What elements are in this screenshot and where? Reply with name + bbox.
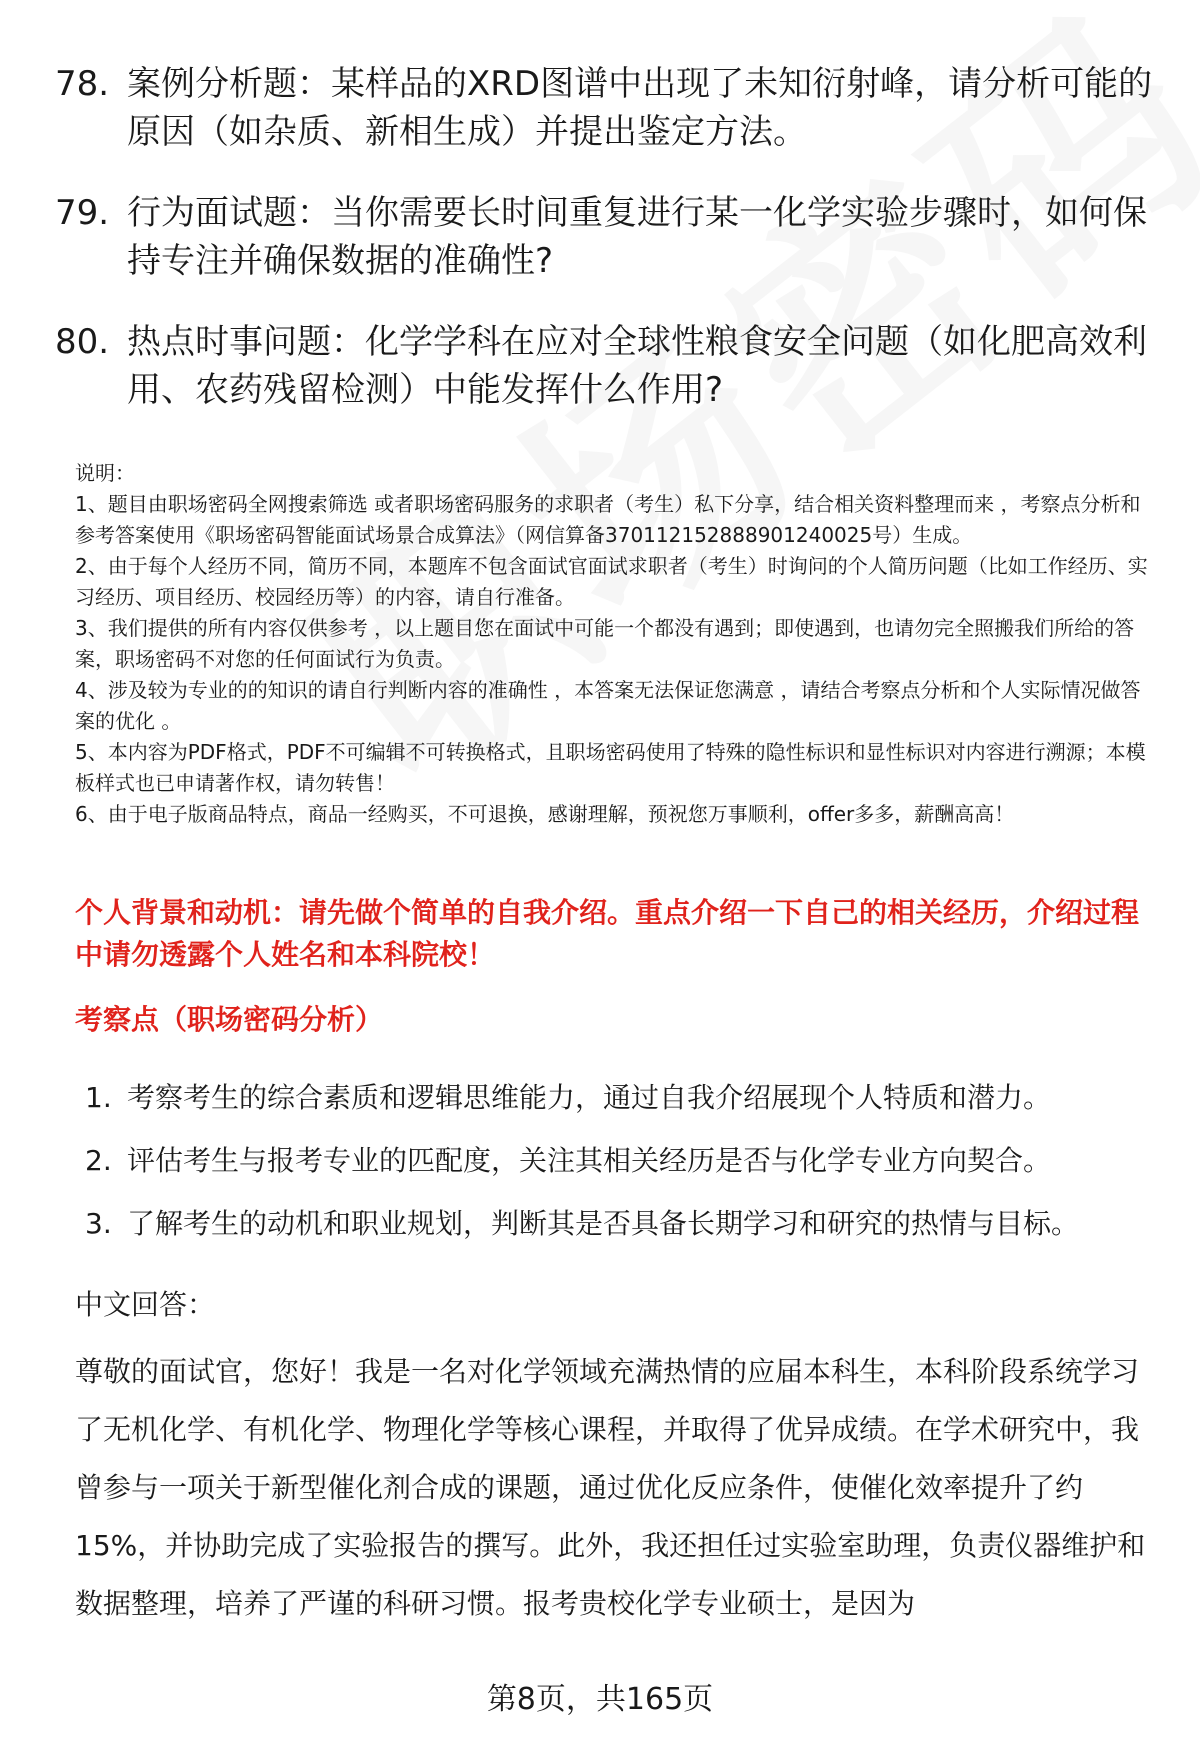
point-text: 了解考生的动机和职业规划，判断其是否具备长期学习和研究的热情与目标。: [127, 1207, 1080, 1240]
note-item: 5、本内容为PDF格式，PDF不可编辑不可转换格式，且职场密码使用了特殊的隐性标识和显性标识对内容进行溯源；本模板样式也已申请著作权，请勿转售！: [75, 740, 1146, 795]
notes-title: 说明：: [75, 461, 135, 485]
note-item: 4、涉及较为专业的的知识的请自行判断内容的准确性 ，本答案无法保证您满意 ，请结合考察点分析和个人实际情况做答案的优化 。: [75, 678, 1141, 733]
point-item: [85, 1204, 1165, 1244]
question-number: 78.: [55, 64, 110, 104]
question-number: 80.: [55, 322, 110, 362]
point-text: 评估考生与报考专业的匹配度，关注其相关经历是否与化学专业方向契合。: [127, 1144, 1052, 1177]
page-number: 第8页，共165页: [486, 1682, 714, 1717]
question-text: 热点时事问题：化学学科在应对全球性粮食安全问题（如化肥高效利用、农药残留检测）中能发挥什么作用?: [127, 322, 1147, 410]
point-text: 考察考生的综合素质和逻辑思维能力，通过自我介绍展现个人特质和潜力。: [127, 1081, 1052, 1114]
points-list: [85, 1078, 1165, 1267]
question-number: 79.: [55, 193, 110, 233]
point-item: [85, 1078, 1165, 1118]
question-item: [55, 189, 1155, 285]
notes-section: [75, 458, 1160, 830]
question-text: 行为面试题：当你需要长时间重复进行某一化学实验步骤时，如何保持专注并确保数据的准确性?: [127, 193, 1147, 281]
point-number: 3.: [85, 1207, 112, 1240]
note-item: 2、由于每个人经历不同，简历不同，本题库不包含面试官面试求职者（考生）时询问的个人简历问题（比如工作经历、实习经历、项目经历、校园经历等）的内容，请自行准备。: [75, 554, 1148, 609]
point-number: 1.: [85, 1081, 112, 1114]
question-heading: 个人背景和动机：请先做个简单的自我介绍。重点介绍一下自己的相关经历，介绍过程中请勿透露个人姓名和本科院校！: [75, 896, 1140, 971]
note-item: 1、题目由职场密码全网搜索筛选 或者职场密码服务的求职者（考生）私下分享，结合相关资料整理而来 ，考察点分析和参考答案使用《职场密码智能面试场景合成算法》（网信算备370112152888901240025号）生成。: [75, 492, 1141, 547]
point-number: 2.: [85, 1144, 112, 1177]
answer-label: 中文回答：: [75, 1288, 216, 1321]
note-item: 6、由于电子版商品特点，商品一经购买，不可退换，感谢理解，预祝您万事顺利，offer多多，薪酬高高！: [75, 802, 1015, 826]
point-item: [85, 1141, 1165, 1181]
question-item: [55, 318, 1155, 414]
question-item: [55, 60, 1155, 156]
points-title: 考察点（职场密码分析）: [75, 1003, 384, 1036]
note-item: 3、我们提供的所有内容仅供参考 ，以上题目您在面试中可能一个都没有遇到；即使遇到，也请勿完全照搬我们所给的答案，职场密码不对您的任何面试行为负责。: [75, 616, 1135, 671]
answer-text: 尊敬的面试官，您好！我是一名对化学领域充满热情的应届本科生，本科阶段系统学习了无机化学、有机化学、物理化学等核心课程，并取得了优异成绩。在学术研究中，我曾参与一项关于新型催化剂合成的课题，通过优化反应条件，使催化效率提升了约15%，并协助完成了实验报告的撰写。此外，我还担任过实验室助理，负责仪器维护和数据整理，培养了严谨的科研习惯。报考贵校化学专业硕士，是因为: [75, 1355, 1146, 1620]
question-text: 案例分析题：某样品的XRD图谱中出现了未知衍射峰，请分析可能的原因（如杂质、新相生成）并提出鉴定方法。: [127, 64, 1153, 152]
question-list: [55, 60, 1155, 447]
